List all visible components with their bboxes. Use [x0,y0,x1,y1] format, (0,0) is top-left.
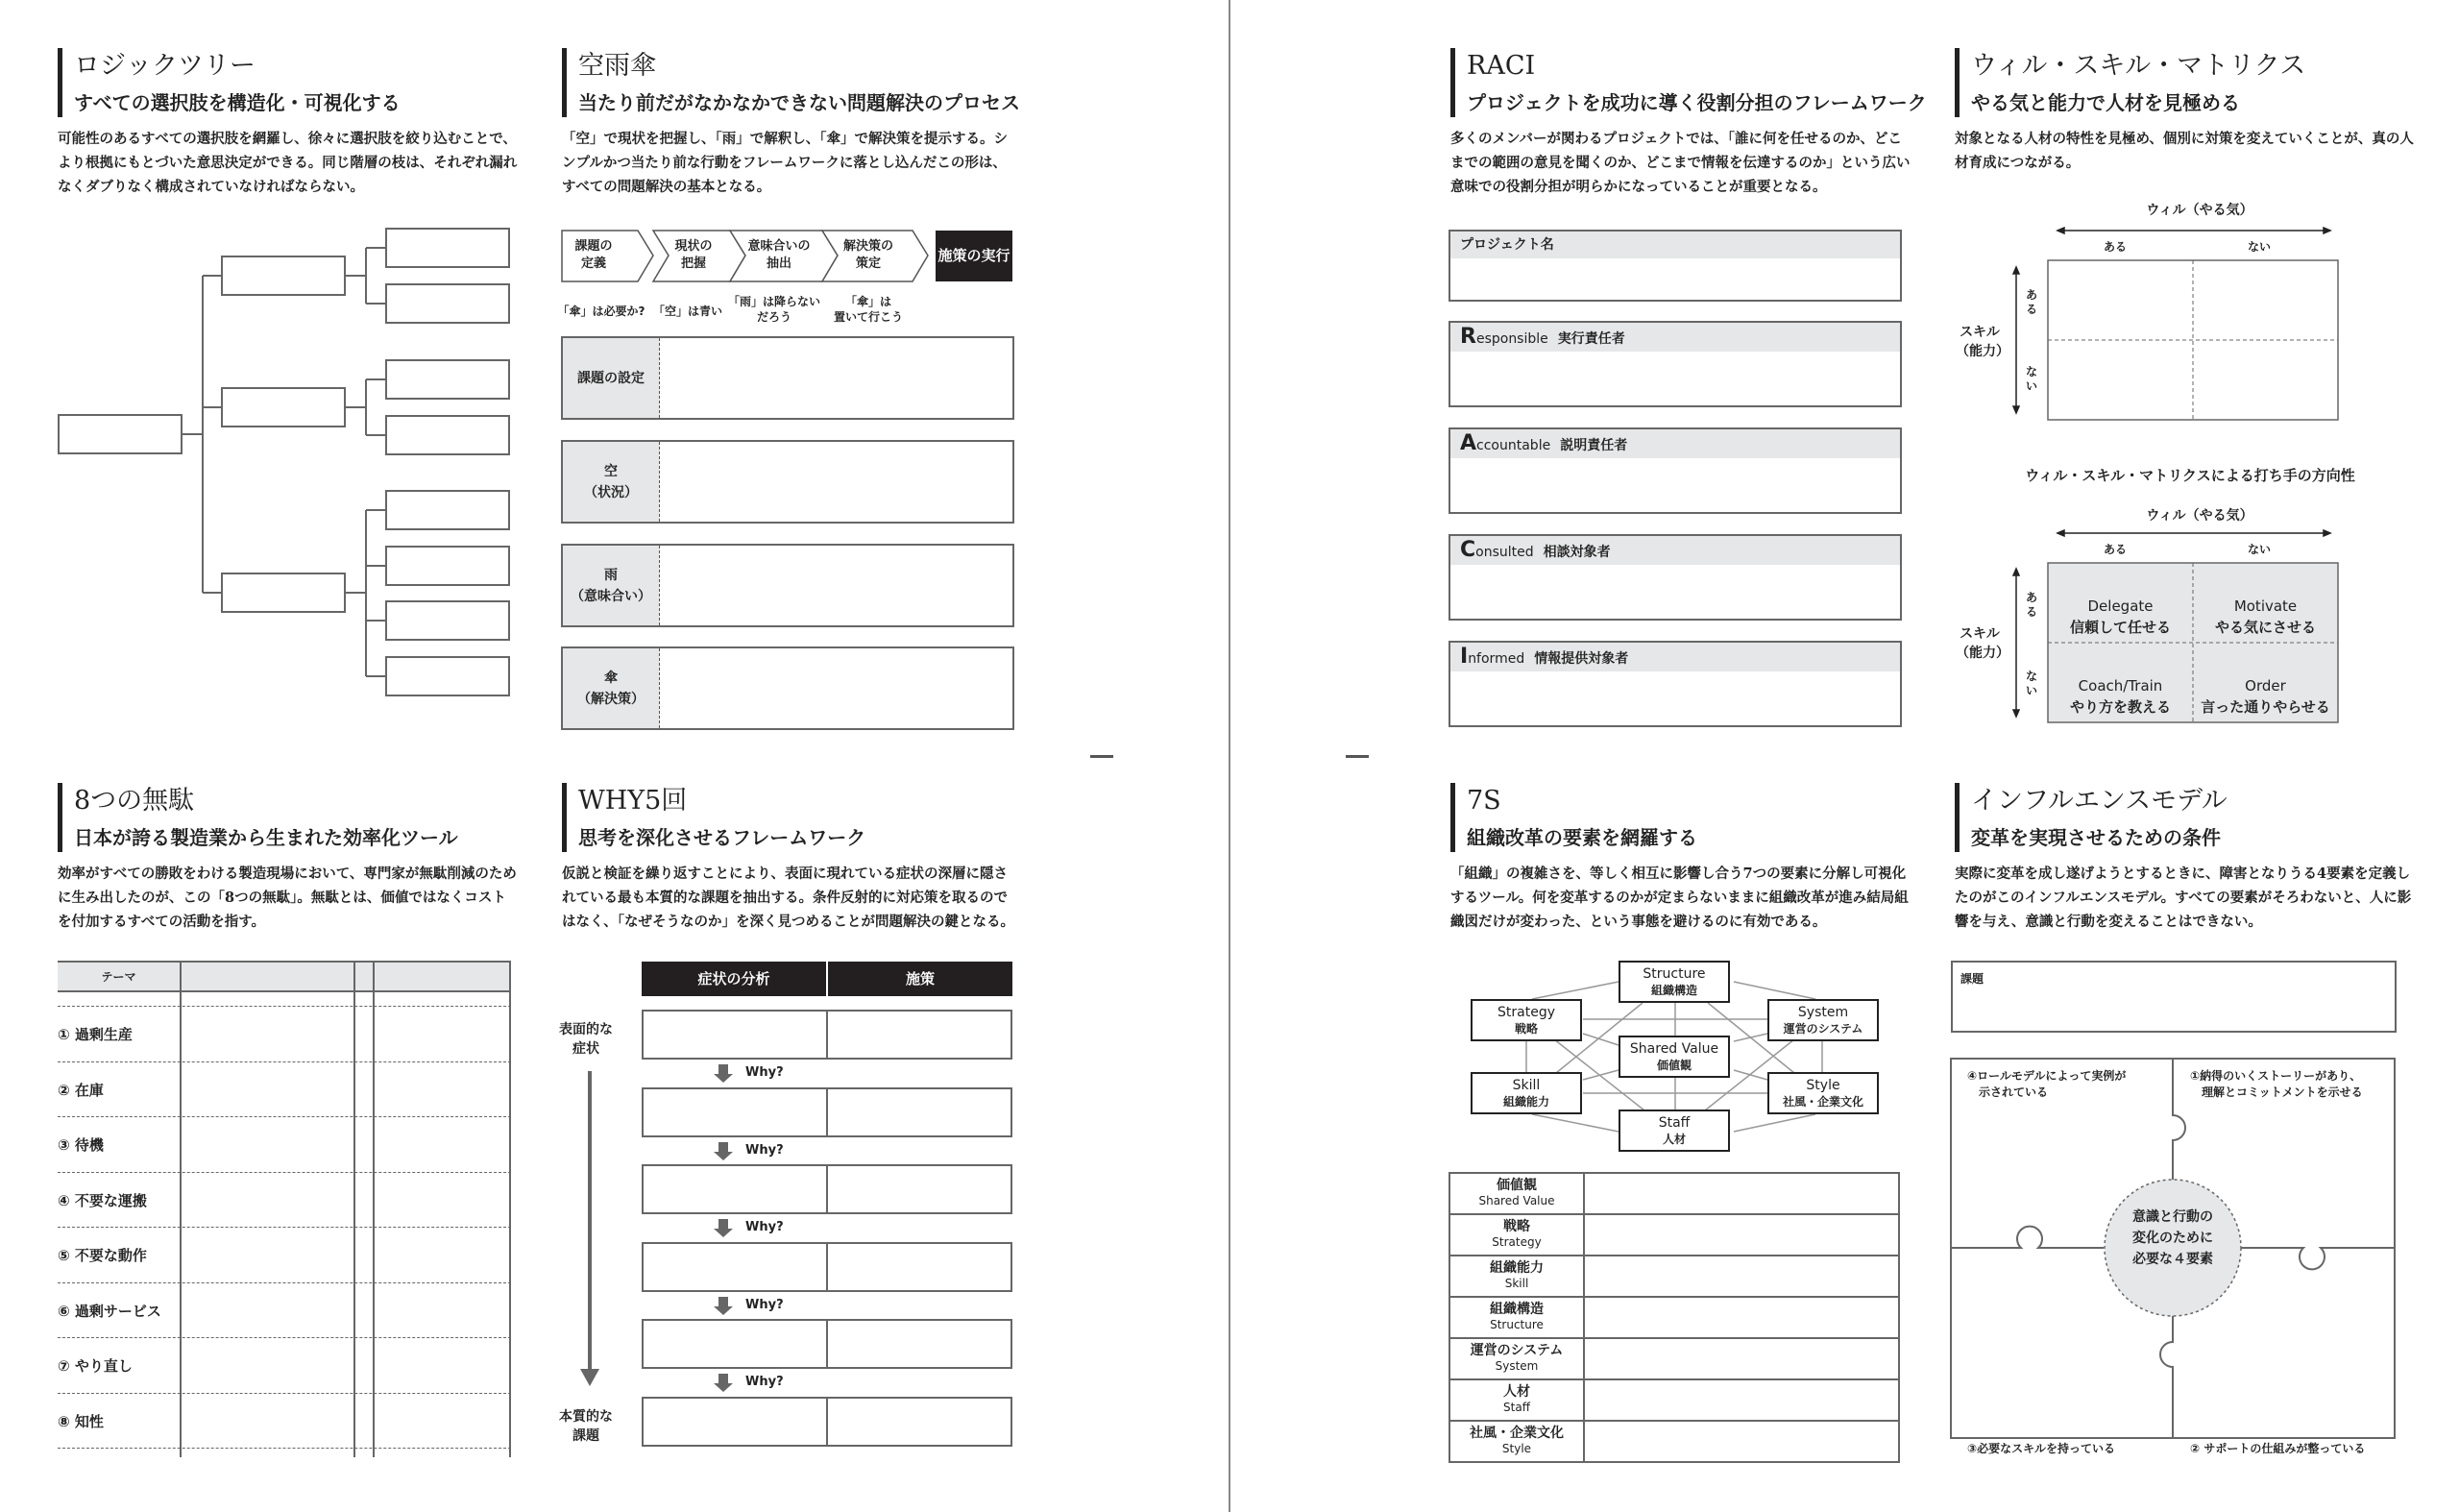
raci-role-header [1450,536,1900,565]
ws-quadrant [2193,675,2338,718]
seven-s-node-ja: 組織構造 [1650,984,1697,997]
seven-s-table-row[interactable] [1449,1172,1900,1215]
seven-s-row-label [1450,1215,1585,1255]
influence-element-3: ③必要なスキルを持っている [1967,1442,2116,1455]
waste-item-label: ① 過剰生産 [58,1026,133,1043]
skill-axis-line2: （能力） [1956,344,2009,359]
section-description: 対象となる人材の特性を見極め、個別に対策を変えていくことが、真の人材育成につながる。 [1955,131,2414,171]
raci-role-initial: R [1460,325,1476,349]
seven-s-row-label [1450,1298,1585,1337]
why5-bottom-label: 本質的な 課題 [559,1409,613,1444]
seven-s-row-label [1450,1256,1585,1296]
why5-measure-cell[interactable] [826,1319,1012,1369]
waste-item-label: ⑦ やり直し [58,1357,133,1375]
ws-quadrant [2193,596,2338,638]
ska-row[interactable] [561,440,1014,524]
why5-row[interactable] [642,1164,1012,1214]
why5-analysis-cell[interactable] [642,1010,828,1060]
skill-axis-line2: （能力） [1956,646,2009,661]
section-subtitle: 組織改革の要素を網羅する [1467,826,1697,849]
section-subtitle: 変革を実現させるための条件 [1971,826,2221,849]
page-gutter [1229,0,1230,1512]
section-title: 7S [1467,786,1501,816]
waste-row[interactable] [58,1172,511,1228]
seven-s-row-label [1450,1174,1585,1213]
step-label: 課題の 定義 [574,239,613,271]
section-description: 「組織」の複雑さを、等しく相互に影響し合う7つの要素に分解し可視化するツール。何を変革するのかが定まらないままに組織改革が進み結局組織図だけが変わった、という事態を避けるのに有効である。 [1450,866,1909,930]
raci-role-box[interactable] [1449,641,1902,727]
waste-row[interactable] [58,1393,511,1449]
seven-s-row-en: Skill [1504,1277,1529,1290]
raci-project-label: プロジェクト名 [1450,232,1900,258]
tree-connector [345,379,386,435]
section-description: 可能性のあるすべての選択肢を網羅し、徐々に選択肢を絞り込むことで、より根拠にもとづいた意思決定ができる。同じ階層の枝は、それぞれ漏れなくダブりなく構成されていなければならない。 [58,131,518,195]
why5-measure-cell[interactable] [826,1087,1012,1137]
waste-table [58,961,511,1470]
seven-s-node-style [1767,1072,1879,1114]
waste-row[interactable] [58,1061,511,1117]
why-label: Why? [745,1142,784,1158]
why-label: Why? [745,1375,784,1389]
skill-yes-label: ある [2026,591,2038,619]
section-subtitle: やる気と能力で人材を見極める [1971,91,2240,114]
why-arrow-head-icon [714,1306,733,1315]
ws-quadrant [2048,675,2193,718]
why5-top-label: 表面的な 症状 [559,1022,613,1057]
will-no-label: ない [2248,543,2272,556]
step-caption: 「傘」は 置いて行こう [833,295,903,324]
ska-row[interactable] [561,544,1014,627]
tree-connector [345,510,386,676]
tree-leaf-box[interactable] [386,491,509,529]
section-header [1450,783,1697,852]
waste-row[interactable] [58,1282,511,1338]
step-label: 現状の 把握 [674,239,713,271]
raci-role-ja: 情報提供対象者 [1534,651,1629,667]
tree-root-box[interactable] [59,415,182,453]
raci-role-box[interactable] [1449,427,1902,514]
tree-connector [182,276,222,593]
skill-axis-label [1956,323,2009,361]
section-header [58,783,458,852]
tree-leaf-box[interactable] [386,547,509,585]
why-arrow-head-icon [714,1383,733,1392]
table-row-rule [58,1448,511,1449]
why-arrow-head-icon [714,1229,733,1237]
section-description: 多くのメンバーが関わるプロジェクトでは、「誰に何を任せるのか、どこまでの範囲の意見を聞くのか、どこまで情報を伝達するのか」という広い意味での役割分担が明らかになっていることが重要となる。 [1450,131,1911,195]
section-header [1450,48,1927,117]
raci-role-ja: 実行責任者 [1557,331,1625,347]
depth-arrow-shaft [588,1071,592,1374]
section-header [1955,48,2305,117]
skill-axis-line1: スキル [1960,626,2000,642]
seven-s-table-row[interactable] [1449,1337,1900,1380]
raci-role-header [1450,429,1900,458]
tree-connector [345,248,386,304]
seven-s-row-ja: 価値観 [1497,1178,1537,1193]
waste-row[interactable] [58,1227,511,1282]
raci-role-ja: 相談対象者 [1543,545,1611,560]
why5-analysis-cell[interactable] [642,1164,828,1214]
waste-header-theme: テーマ [101,970,136,984]
why5-row[interactable] [642,1397,1012,1447]
ws-quadrant [2048,596,2193,638]
influence-element-2: ② サポートの仕組みが整っている [2190,1442,2366,1455]
seven-s-node-ja: 運営のシステム [1783,1022,1863,1036]
influence-issue-label: 課題 [1960,972,1984,986]
tree-branch-box[interactable] [222,573,345,612]
depth-arrow-head [580,1369,599,1386]
seven-s-node-staff [1619,1110,1730,1152]
influence-issue-box[interactable] [1951,961,2397,1033]
ska-row-label: 傘 （解決策） [563,648,660,728]
why5-measure-cell[interactable] [826,1242,1012,1292]
ska-row-label: 課題の設定 [563,338,660,418]
matrix-direction-title: ウィル・スキル・マトリクスによる打ち手の方向性 [2025,467,2355,484]
page-mark-right [1346,755,1369,758]
section-description: 仮説と検証を繰り返すことにより、表面に現れている症状の深層に隠されている最も本質的な課題を抽出する。条件反射的に対応策を取るのではなく、「なぜそうなのか」を深く見つめることが問題解決の鍵となる。 [562,866,1014,930]
seven-s-row-en: Structure [1490,1318,1544,1331]
seven-s-table-row[interactable] [1449,1420,1900,1463]
section-title: 空雨傘 [578,51,656,81]
seven-s-row-ja: 社風・企業文化 [1470,1426,1564,1441]
raci-role-name: nformed [1468,651,1525,667]
ska-row[interactable] [561,646,1014,730]
seven-s-table-row[interactable] [1449,1255,1900,1298]
seven-s-node-skill [1471,1072,1582,1114]
raci-role-name: ccountable [1476,438,1551,453]
tree-leaf-box[interactable] [386,657,509,695]
why5-col-analysis: 症状の分析 [642,962,826,996]
ws-quadrant-en: Motivate [2233,597,2298,615]
why5-analysis-cell[interactable] [642,1319,828,1369]
why5-measure-cell[interactable] [826,1397,1012,1447]
waste-row[interactable] [58,1116,511,1172]
waste-row[interactable] [58,1337,511,1393]
ska-row-label: 空 （状況） [563,442,660,522]
raci-role-box[interactable] [1449,321,1902,407]
seven-s-table-row[interactable] [1449,1213,1900,1256]
will-no-label: ない [2248,240,2272,254]
why5-row[interactable] [642,1087,1012,1137]
seven-s-node-en: Strategy [1497,1005,1555,1020]
waste-item-label: ③ 待機 [58,1136,104,1154]
seven-s-node-ja: 戦略 [1514,1022,1538,1036]
seven-s-node-en: Skill [1512,1078,1541,1093]
tree-leaf-box[interactable] [386,229,509,267]
seven-s-row-ja: 人材 [1503,1384,1530,1400]
logic-tree-diagram [38,211,528,749]
section-header [1955,783,2228,852]
ws-quadrant-ja: やり方を教える [2069,698,2171,716]
section-description: 実際に変革を成し遂げようとするときに、障害となりうる4要素を定義したのがこのインフルエンスモデル。すべての要素がそろわないと、人に影響を与え、意識と行動を変えることはできない。 [1955,866,2412,930]
seven-s-node-ja: 社風・企業文化 [1782,1095,1863,1109]
tree-branch-box[interactable] [222,388,345,427]
seven-s-node-en: System [1797,1005,1849,1020]
section-header [562,783,865,852]
seven-s-row-label [1450,1380,1585,1420]
why5-analysis-cell[interactable] [642,1397,828,1447]
section-subtitle: 日本が誇る製造業から生まれた効率化ツール [74,826,458,849]
seven-s-node-ja: 価値観 [1656,1059,1692,1072]
seven-s-node-strategy [1471,999,1582,1041]
skill-no-label: ない [2026,670,2038,697]
ska-row[interactable] [561,336,1014,420]
seven-s-node-structure [1619,961,1730,1003]
tree-leaf-box[interactable] [386,601,509,640]
tree-branch-box[interactable] [222,256,345,295]
why5-row[interactable] [642,1242,1012,1292]
skill-no-label: ない [2026,365,2038,393]
section-title: ウィル・スキル・マトリクス [1971,51,2306,81]
tree-leaf-box[interactable] [386,416,509,454]
why5-measure-cell[interactable] [826,1164,1012,1214]
step-caption: 「空」は青い [652,305,722,318]
section-description: 「空」で現状を把握し、「雨」で解釈し、「傘」で解決策を提示する。シンプルかつ当たり前な行動をフレームワークに落とし込んだこの形は、すべての問題解決の基本となる。 [562,131,1008,195]
section-title: 8つの無駄 [74,786,195,816]
ws-quadrant-en: Delegate [2087,597,2154,615]
ws-quadrant-en: Coach/Train [2078,677,2163,695]
seven-s-table-row[interactable] [1449,1378,1900,1422]
seven-s-row-en: System [1495,1359,1539,1373]
step-label: 解決策の 策定 [842,239,893,271]
why5-analysis-cell[interactable] [642,1242,828,1292]
why5-measure-cell[interactable] [826,1010,1012,1060]
section-header [562,48,1020,117]
will-yes-label: ある [2104,240,2128,254]
will-yes-label: ある [2104,543,2128,556]
ska-row-label: 雨 （意味合い） [563,546,660,625]
step-label-active: 施策の実行 [937,247,1010,264]
seven-s-row-ja: 運営のシステム [1470,1343,1564,1358]
seven-s-row-en: Staff [1503,1401,1530,1414]
seven-s-row-ja: 戦略 [1503,1219,1530,1234]
skill-axis-label [1956,624,2009,663]
tree-leaf-box[interactable] [386,284,509,323]
section-description: 効率がすべての勝敗をわける製造現場において、専門家が無駄削減のために生み出したのが、この「8つの無駄」。無駄とは、価値ではなくコストを付加するすべての活動を指す。 [58,866,517,930]
why5-col-measure: 施策 [828,962,1012,996]
waste-item-label: ④ 不要な運搬 [58,1191,147,1209]
raci-project-box[interactable] [1449,230,1902,302]
seven-s-node-ja: 組織能力 [1502,1095,1549,1109]
will-axis-label: ウィル（やる気） [2146,203,2253,218]
section-header [58,48,401,117]
why-label: Why? [745,1065,784,1080]
section-subtitle: 当たり前だがなかなかできない問題解決のプロセス [578,91,1020,114]
waste-item-label: ⑤ 不要な動作 [58,1247,147,1264]
section-subtitle: 思考を深化させるフレームワーク [578,826,866,849]
ws-quadrant-en: Order [2245,677,2286,695]
section-title: RACI [1467,51,1536,81]
section-title: インフルエンスモデル [1971,786,2228,816]
seven-s-node-en: Style [1806,1078,1840,1093]
raci-role-box[interactable] [1449,534,1902,621]
skill-yes-label: ある [2026,288,2038,316]
seven-s-node-shared [1619,1036,1730,1078]
page-mark-left [1090,755,1113,758]
seven-s-row-ja: 組織構造 [1490,1302,1544,1317]
why5-row[interactable] [642,1319,1012,1369]
tree-leaf-box[interactable] [386,360,509,399]
seven-s-row-en: Shared Value [1478,1194,1555,1207]
seven-s-node-system [1767,999,1879,1041]
raci-role-ja: 説明責任者 [1560,438,1628,453]
raci-role-initial: A [1460,431,1477,455]
section-subtitle: プロジェクトを成功に導く役割分担のフレームワーク [1467,91,1927,114]
will-axis-label: ウィル（やる気） [2146,508,2253,524]
step-caption: 「雨」は降らない だろう [727,295,820,324]
why-arrow-head-icon [714,1074,733,1083]
raci-role-initial: C [1460,538,1476,562]
why5-row[interactable] [642,1010,1012,1060]
seven-s-row-label [1450,1422,1585,1461]
why-label: Why? [745,1220,784,1234]
seven-s-row-en: Strategy [1492,1235,1542,1249]
skill-axis-line1: スキル [1960,325,2000,340]
waste-item-label: ② 在庫 [58,1081,104,1099]
influence-element-4: ④ロールモデルによって実例が 示されている [1967,1069,2127,1099]
seven-s-node-en: Shared Value [1629,1041,1719,1057]
why-arrow-head-icon [714,1152,733,1160]
waste-row[interactable] [58,1006,511,1061]
influence-center-text: 意識と行動の 変化のために 必要な４要素 [2132,1209,2213,1267]
raci-role-header [1450,323,1900,352]
waste-item-label: ⑧ 知性 [58,1412,104,1430]
ws-quadrant-ja: やる気にさせる [2214,619,2316,636]
raci-role-name: esponsible [1475,331,1548,347]
waste-item-label: ⑥ 過剰サービス [58,1302,161,1320]
ws-quadrant-ja: 言った通りやらせる [2201,698,2330,716]
step-caption: 「傘」は必要か? [557,305,645,318]
why-label: Why? [745,1297,784,1312]
seven-s-node-en: Structure [1643,966,1706,982]
section-subtitle: すべての選択肢を構造化・可視化する [74,91,401,114]
influence-element-1: ①納得のいくストーリーがあり、 理解とコミットメントを示せる [2190,1069,2363,1099]
ws-quadrant-ja: 信頼して任せる [2069,619,2171,636]
why5-analysis-cell[interactable] [642,1087,828,1137]
seven-s-node-en: Staff [1658,1115,1691,1131]
raci-role-header [1450,643,1900,671]
section-title: ロジックツリー [74,51,256,81]
step-label: 意味合いの 抽出 [747,239,811,271]
seven-s-table-row[interactable] [1449,1296,1900,1339]
section-title: WHY5回 [578,786,688,816]
seven-s-row-label [1450,1339,1585,1378]
seven-s-node-ja: 人材 [1662,1133,1686,1146]
raci-role-initial: I [1460,645,1469,669]
raci-role-name: onsulted [1475,545,1534,560]
seven-s-row-ja: 組織能力 [1490,1260,1544,1276]
seven-s-row-en: Style [1501,1442,1532,1455]
